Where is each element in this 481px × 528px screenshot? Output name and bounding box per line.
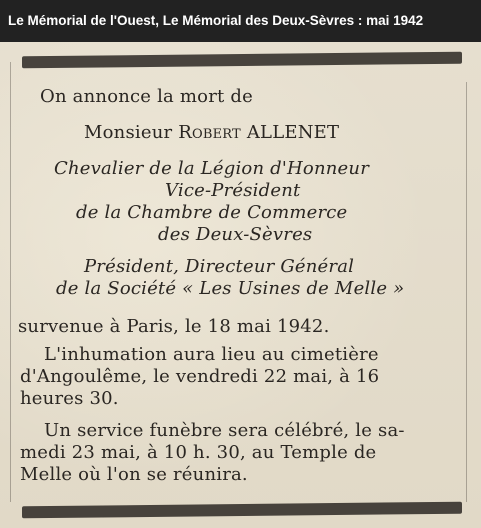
role-line: des Deux-Sèvres: [158, 224, 313, 245]
body-line: d'Angoulême, le vendredi 22 mai, à 16: [20, 366, 380, 387]
deceased-name: [84, 122, 339, 144]
name-first: Robert: [178, 122, 241, 143]
role-line: Président, Directeur Général: [84, 256, 355, 277]
body-line: heures 30.: [20, 388, 119, 409]
body-line: L'inhumation aura lieu au cimetière: [44, 344, 379, 365]
bottom-black-rule: [22, 502, 462, 519]
column-edge-left: [10, 62, 11, 502]
body-line: survenue à Paris, le 18 mai 1942.: [18, 316, 330, 337]
role-line: de la Chambre de Commerce: [76, 202, 348, 223]
name-last: ALLENET: [246, 122, 340, 143]
body-line: Un service funèbre sera célébré, le sa-: [44, 420, 405, 441]
role-line: Chevalier de la Légion d'Honneur: [54, 158, 369, 179]
column-edge-right: [466, 82, 467, 502]
announce-line: On annonce la mort de: [40, 86, 253, 107]
top-black-rule: [22, 52, 462, 69]
caption-title: Le Mémorial de l'Ouest, Le Mémorial des Deux-Sèvres : mai 1942: [0, 0, 481, 42]
body-line: medi 23 mai, à 10 h. 30, au Temple de: [20, 442, 377, 463]
body-line: Melle où l'on se réunira.: [20, 464, 248, 485]
name-title: Monsieur: [84, 122, 173, 143]
newspaper-clipping: [0, 42, 481, 528]
role-line: de la Société « Les Usines de Melle »: [56, 278, 405, 299]
role-line: Vice-Président: [165, 180, 301, 201]
